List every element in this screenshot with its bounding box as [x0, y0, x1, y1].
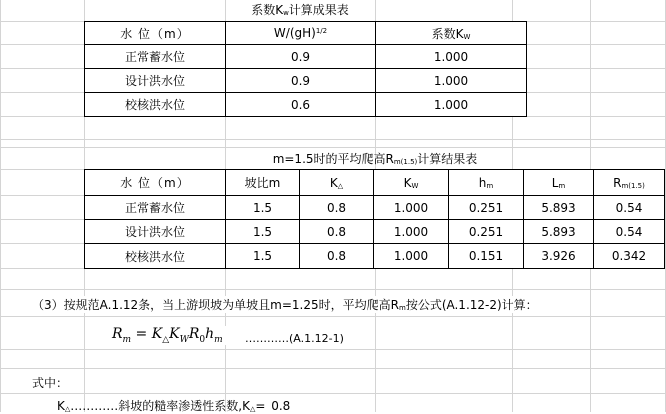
rm-result-table: [84, 169, 665, 269]
header-rm: $R_{m(1.5)}$: [594, 170, 665, 196]
cell-rm: 0.342: [594, 244, 665, 269]
cell-slope: 1.5: [226, 220, 300, 244]
table1-title: 系数$K_w$计算成果表: [251, 3, 349, 17]
cell-k-delta: 0.8: [300, 244, 374, 269]
cell-w-ratio: 0.9: [226, 45, 376, 69]
cell-rm: 0.54: [594, 196, 665, 220]
table-row: [85, 244, 665, 269]
cell-level: 校核洪水位: [85, 93, 226, 117]
cell-rm: 0.54: [594, 220, 665, 244]
cell-lm: 3.926: [524, 244, 594, 269]
cell-w-ratio: 0.6: [226, 93, 376, 117]
table-row: [85, 69, 527, 93]
table2-title: m=1.5时的平均爬高$R_{m(1.5)}$计算结果表: [272, 152, 478, 166]
cell-lm: 5.893: [524, 220, 594, 244]
header-lm: $L_m$: [524, 170, 594, 196]
cell-kw: 1.000: [376, 93, 527, 117]
cell-lm: 5.893: [524, 196, 594, 220]
header-level: 水 位（m）: [85, 22, 226, 45]
cell-slope: 1.5: [226, 196, 300, 220]
cell-kw: 1.000: [376, 69, 527, 93]
cell-slope: 1.5: [226, 244, 300, 269]
cell-hm: 0.151: [449, 244, 524, 269]
cell-kw: 1.000: [374, 220, 449, 244]
definition-k-delta: $K_\triangle\dots\dots\dots\dots$斜坡的糙率渗透性系数$,K_\triangle= 0.8$: [57, 399, 291, 413]
cell-k-delta: 0.8: [300, 196, 374, 220]
header-w-ratio: W/(gH)$^{1/2}$: [226, 22, 376, 45]
table-row: [85, 196, 665, 220]
header-k-delta: $K_\triangle$: [300, 170, 374, 196]
k-delta-value: 0.8: [271, 399, 291, 413]
where-label: 式中：: [32, 376, 69, 390]
table-row: [85, 45, 527, 69]
cell-kw: 1.000: [376, 45, 527, 69]
cell-level: 正常蓄水位: [85, 45, 226, 69]
formula-reference: …………(A.1.12-1): [245, 332, 344, 345]
cell-level: 设计洪水位: [85, 69, 226, 93]
header-level: 水 位（m）: [85, 170, 226, 196]
cell-level: 正常蓄水位: [85, 196, 226, 220]
cell-hm: 0.251: [449, 220, 524, 244]
header-slope: 坡比m: [226, 170, 300, 196]
formula-rm: $R_m = K_\triangle K_WR_0h_m$: [112, 326, 227, 345]
cell-level: 设计洪水位: [85, 220, 226, 244]
header-kw: $K_W$: [374, 170, 449, 196]
cell-level: 校核洪水位: [85, 244, 226, 269]
cell-k-delta: 0.8: [300, 220, 374, 244]
cell-kw: 1.000: [374, 244, 449, 269]
table-row: [85, 220, 665, 244]
table-row: [85, 93, 527, 117]
header-kw: 系数$K_W$: [376, 22, 527, 45]
paragraph-text: （3）按规范A.1.12条，当上游坝坡为单坡且m=1.25时，平均爬高$R_m$按公式(A.1.12-2)计算：: [32, 298, 538, 312]
header-hm: $h_m$: [449, 170, 524, 196]
table-header-row: [85, 22, 527, 45]
table-header-row: [85, 170, 665, 196]
kw-result-table: [84, 21, 527, 117]
cell-kw: 1.000: [374, 196, 449, 220]
cell-hm: 0.251: [449, 196, 524, 220]
cell-w-ratio: 0.9: [226, 69, 376, 93]
